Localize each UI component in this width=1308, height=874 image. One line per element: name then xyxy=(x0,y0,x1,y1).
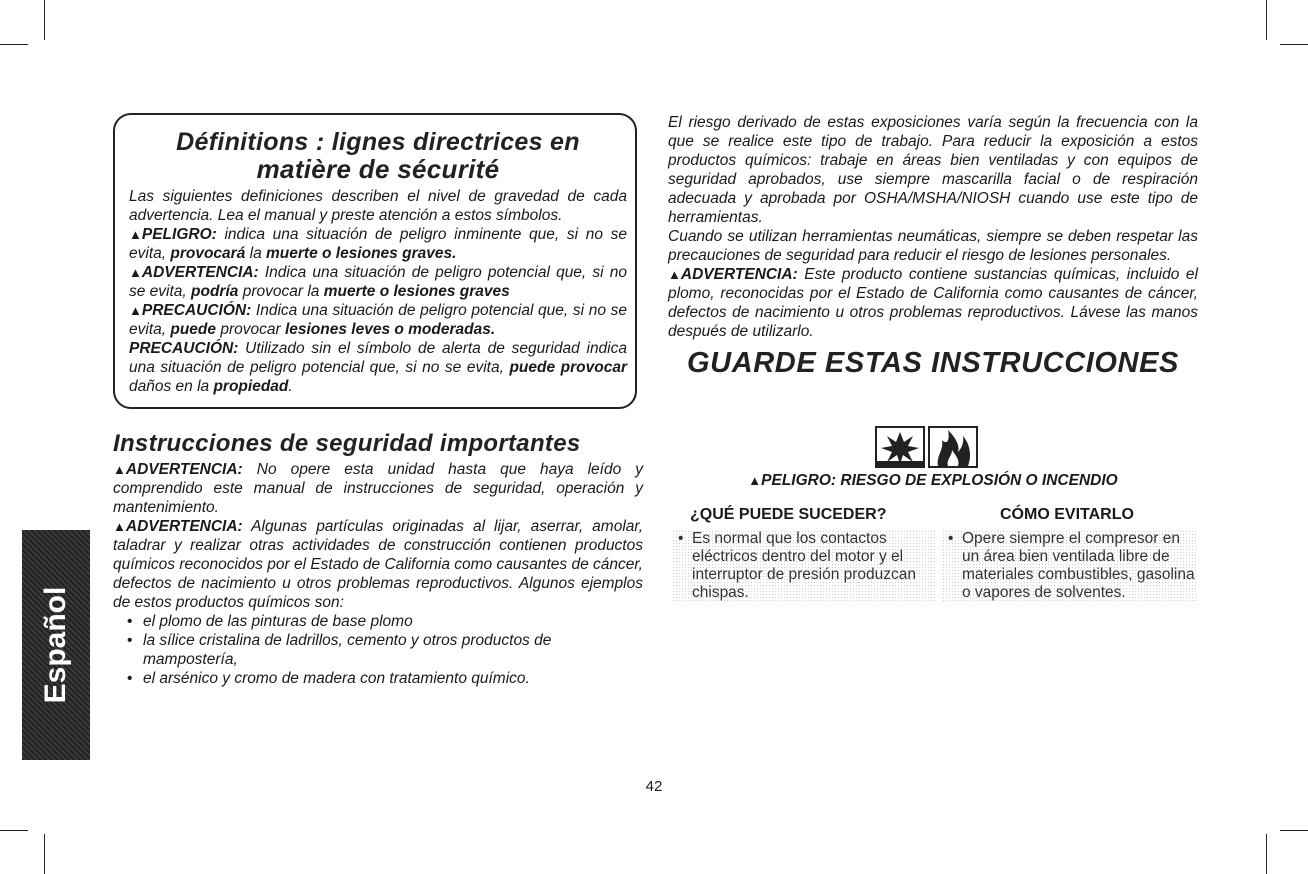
crop-mark xyxy=(0,44,28,45)
precaucion-bold2: propiedad xyxy=(213,378,289,395)
warning-triangle-icon: ▲ xyxy=(129,265,142,280)
pneumatic-paragraph: Cuando se utilizan herramientas neumáticas, siempre se deben respetar las precauciones de seguridad para reducir el riesgo de lesiones personales. xyxy=(668,228,1198,264)
advertencia-definition xyxy=(129,263,627,301)
peligro-label: PELIGRO: xyxy=(141,226,217,243)
precaucion-definition xyxy=(129,339,627,396)
crop-mark xyxy=(0,830,28,831)
advertencia-bold2: muerte o lesiones graves xyxy=(323,283,510,300)
peligro-definition xyxy=(129,225,627,263)
crop-mark xyxy=(44,0,45,40)
chemical-examples-list xyxy=(113,612,643,688)
list-item: • el plomo de las pinturas de base plomo xyxy=(113,612,643,631)
warning-triangle-icon: ▲ xyxy=(668,267,681,282)
warning-triangle-icon: ▲ xyxy=(129,227,142,242)
peligro-bold1: provocará xyxy=(170,245,246,262)
explosion-icon xyxy=(875,426,925,468)
advertencia-2-label: ADVERTENCIA: xyxy=(125,518,243,535)
advertencia-california-label: ADVERTENCIA: xyxy=(680,266,798,283)
box-title-line2: matière de sécurité xyxy=(256,154,500,184)
list-item: • Es normal que los contactos eléctricos dentro del motor y el interruptor de presión produzcan chispas. xyxy=(672,530,937,602)
save-instructions-heading: GUARDE ESTAS INSTRUCCIONES xyxy=(687,347,1179,379)
warning-triangle-icon: ▲ xyxy=(113,519,126,534)
peligro-text2: la xyxy=(245,245,266,262)
warning-triangle-icon: ▲ xyxy=(113,462,126,477)
advertencia-text1: Indica una situación de peligro potencial que, si no se evita, xyxy=(129,264,627,300)
precaucion-text3: . xyxy=(288,378,293,395)
advertencia-california-text: Este producto contiene sustancias químicas, incluido el plomo, reconocidas por el Estado de California como causantes de cáncer, defectos de nacimiento u otros problemas reproductivos. Lávese las manos después de utilizarlo. xyxy=(668,266,1198,340)
advertencia-label: ADVERTENCIA: xyxy=(141,264,259,281)
side-tab-label: Español xyxy=(39,586,72,704)
precaucion-icon-text1: Indica una situación de peligro potencial que, si no se evita, xyxy=(129,302,627,338)
left-column xyxy=(113,430,643,688)
crop-mark xyxy=(44,834,45,874)
danger-line xyxy=(668,472,1198,490)
page-number: 42 xyxy=(645,778,663,795)
precaucion-icon-bold1: puede xyxy=(170,321,217,338)
crop-mark xyxy=(1280,830,1308,831)
section-heading: Instrucciones de seguridad importantes xyxy=(113,430,581,457)
advertencia-1 xyxy=(113,460,643,517)
definitions-box xyxy=(113,113,637,409)
peligro-text1: indica una situación de peligro inminente que, si no se evita, xyxy=(129,226,627,262)
box-title xyxy=(129,129,627,183)
precaucion-icon-definition xyxy=(129,301,627,339)
list-item: • el arsénico y cromo de madera con tratamiento químico. xyxy=(113,669,643,688)
precaucion-icon-text2: provocar xyxy=(216,321,285,338)
table-cell-what-happens xyxy=(672,530,937,602)
precaucion-text2: daños en la xyxy=(129,378,214,395)
table-header-how-to-avoid: CÓMO EVITARLO xyxy=(1000,506,1134,523)
crop-mark xyxy=(1266,0,1267,40)
advertencia-text2: provocar la xyxy=(238,283,324,300)
advertencia-2 xyxy=(113,517,643,612)
table-cell-how-to-avoid xyxy=(942,530,1198,602)
box-intro: Las siguientes definiciones describen el nivel de gravedad de cada advertencia. Lea el manual y preste atención a estos símbolos. xyxy=(129,188,627,224)
precaucion-icon-label: PRECAUCIÓN: xyxy=(141,302,252,319)
warning-triangle-icon: ▲ xyxy=(748,473,762,488)
advertencia-bold1: podría xyxy=(191,283,239,300)
language-side-tab xyxy=(22,530,90,760)
exposure-paragraph: El riesgo derivado de estas exposiciones varía según la frecuencia con la que se realice este tipo de trabajo. Para reducir la exposición a estos productos químicos: trabaje en áreas bien ventiladas y con equipos de seguridad aprobados, use siempre mascarilla facial o de respiración adecuada y aprobada por OSHA/MSHA/NIOSH cuando use este tipo de herramientas. xyxy=(668,114,1198,226)
warning-triangle-icon: ▲ xyxy=(129,303,142,318)
right-column xyxy=(668,113,1198,380)
list-item: • Opere siempre el compresor en un área bien ventilada libre de materiales combustibles, gasolina o vapores de solventes. xyxy=(942,530,1198,602)
list-item: • la sílice cristalina de ladrillos, cemento y otros productos de mampostería, xyxy=(113,631,643,669)
precaucion-bold1: puede provocar xyxy=(509,359,628,376)
fire-icon xyxy=(928,426,978,468)
crop-mark xyxy=(1280,44,1308,45)
danger-line-text: PELIGRO: RIESGO DE EXPLOSIÓN O INCENDIO xyxy=(761,472,1118,489)
table-header-what-happens: ¿QUÉ PUEDE SUCEDER? xyxy=(690,506,887,523)
precaucion-text1: Utilizado sin el símbolo de alerta de seguridad indica una situación de peligro potencial que, si no se evita, xyxy=(129,340,627,376)
hazard-pictograms xyxy=(875,426,978,468)
advertencia-1-label: ADVERTENCIA: xyxy=(125,461,243,478)
box-title-line1: Définitions : lignes directrices en xyxy=(176,128,580,156)
precaucion-icon-bold2: lesiones leves o moderadas. xyxy=(284,321,496,338)
precaucion-label: PRECAUCIÓN: xyxy=(129,340,239,357)
peligro-bold2: muerte o lesiones graves. xyxy=(266,245,457,262)
advertencia-1-text: No opere esta unidad hasta que haya leído y comprendido este manual de instrucciones de seguridad, operación y mantenimiento. xyxy=(113,461,643,516)
crop-mark xyxy=(1266,834,1267,874)
advertencia-2-text: Algunas partículas originadas al lijar, aserrar, amolar, taladrar y realizar otras actividades de construcción contienen productos químicos reconocidos por el Estado de California como causantes de cáncer, defectos de nacimiento u otros problemas reproductivos. Algunos ejemplos de estos productos químicos son: xyxy=(113,518,643,611)
advertencia-california xyxy=(668,265,1198,341)
